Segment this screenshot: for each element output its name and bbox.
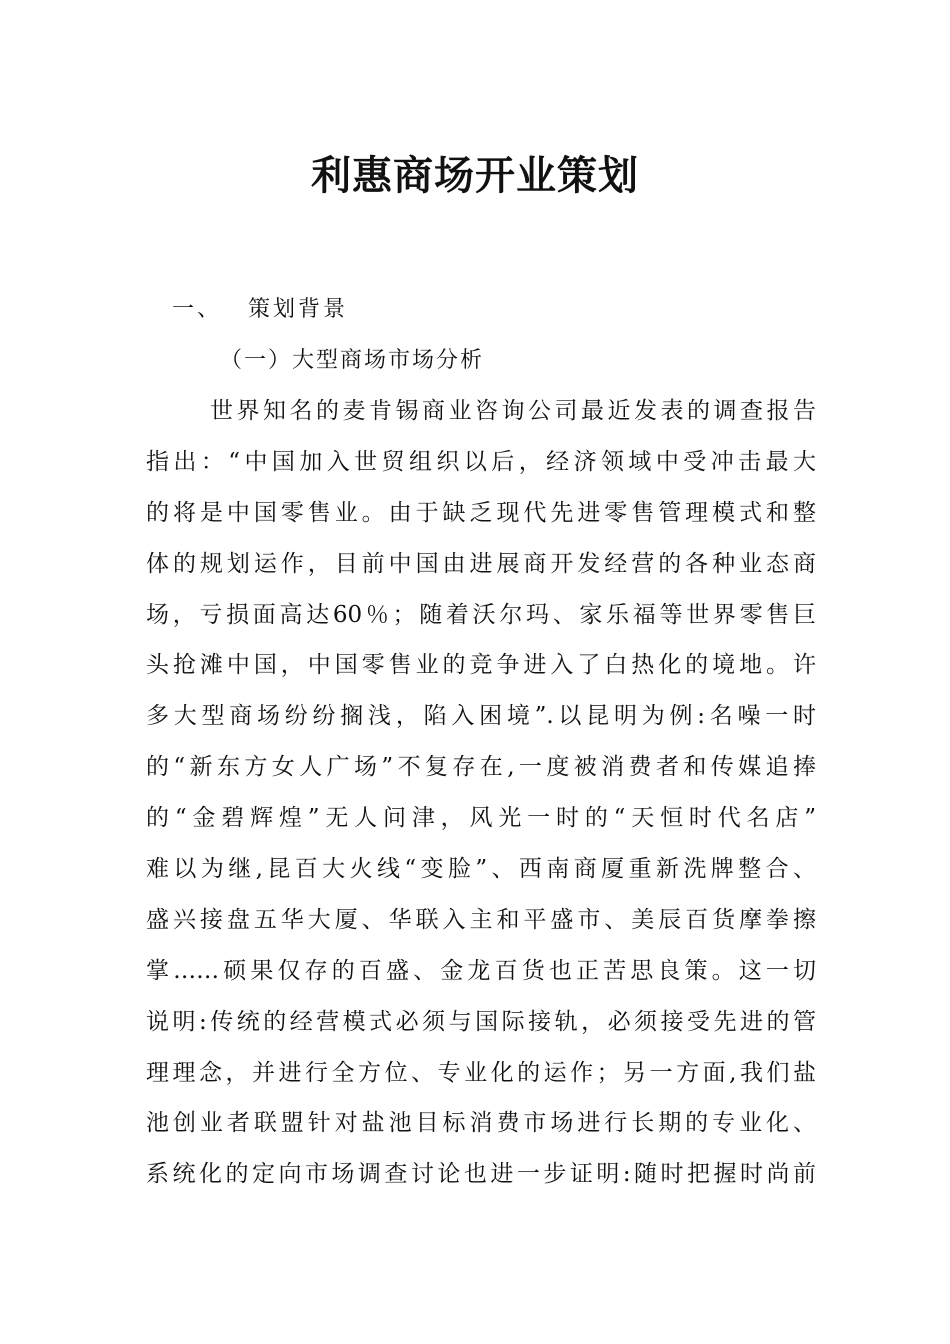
section-number: 一、	[172, 297, 223, 322]
paragraph-line: 多大型商场纷纷搁浅，陷入困境”.以昆明为例:名噪一时	[146, 703, 816, 730]
paragraph-line: 池创业者联盟针对盐池目标消费市场进行长期的专业化、	[146, 1110, 816, 1137]
paragraph-line: 头抢滩中国，中国零售业的竞争进入了白热化的境地。许	[146, 652, 816, 679]
paragraph-line: 说明:传统的经营模式必须与国际接轨，必须接受先进的管	[146, 1008, 816, 1035]
paragraph-line: 世界知名的麦肯锡商业咨询公司最近发表的调查报告	[210, 398, 816, 424]
paragraph-line: 理理念，并进行全方位、专业化的运作；另一方面,我们盐	[146, 1059, 816, 1086]
paragraph-line: 系统化的定向市场调查讨论也进一步证明:随时把握时尚前	[146, 1161, 816, 1188]
paragraph-line: 的“新东方女人广场”不复存在,一度被消费者和传媒追捧	[146, 754, 816, 781]
section-title: 策划背景	[248, 297, 349, 322]
paragraph-line: 盛兴接盘五华大厦、华联入主和平盛市、美辰百货摩拳擦	[146, 906, 816, 933]
paragraph-line: 的“金碧辉煌”无人问津，风光一时的“天恒时代名店”	[146, 805, 816, 832]
paragraph-line: 掌……硕果仅存的百盛、金龙百货也正苦思良策。这一切	[146, 957, 816, 984]
paragraph-line: 指出：“中国加入世贸组织以后，经济领域中受冲击最大	[146, 448, 816, 475]
paragraph-line: 难以为继,昆百大火线“变脸”、西南商厦重新洗牌整合、	[146, 856, 816, 883]
paragraph-line: 的将是中国零售业。由于缺乏现代先进零售管理模式和整	[146, 499, 816, 526]
paragraph-line: 场，亏损面高达60％；随着沃尔玛、家乐福等世界零售巨	[146, 601, 816, 628]
document-title: 利惠商场开业策划	[311, 153, 639, 199]
subsection-heading: （一）大型商场市场分析	[220, 348, 485, 373]
section-heading	[172, 292, 348, 328]
body-paragraph	[146, 393, 816, 1207]
paragraph-line: 体的规划运作，目前中国由进展商开发经营的各种业态商	[146, 550, 816, 577]
